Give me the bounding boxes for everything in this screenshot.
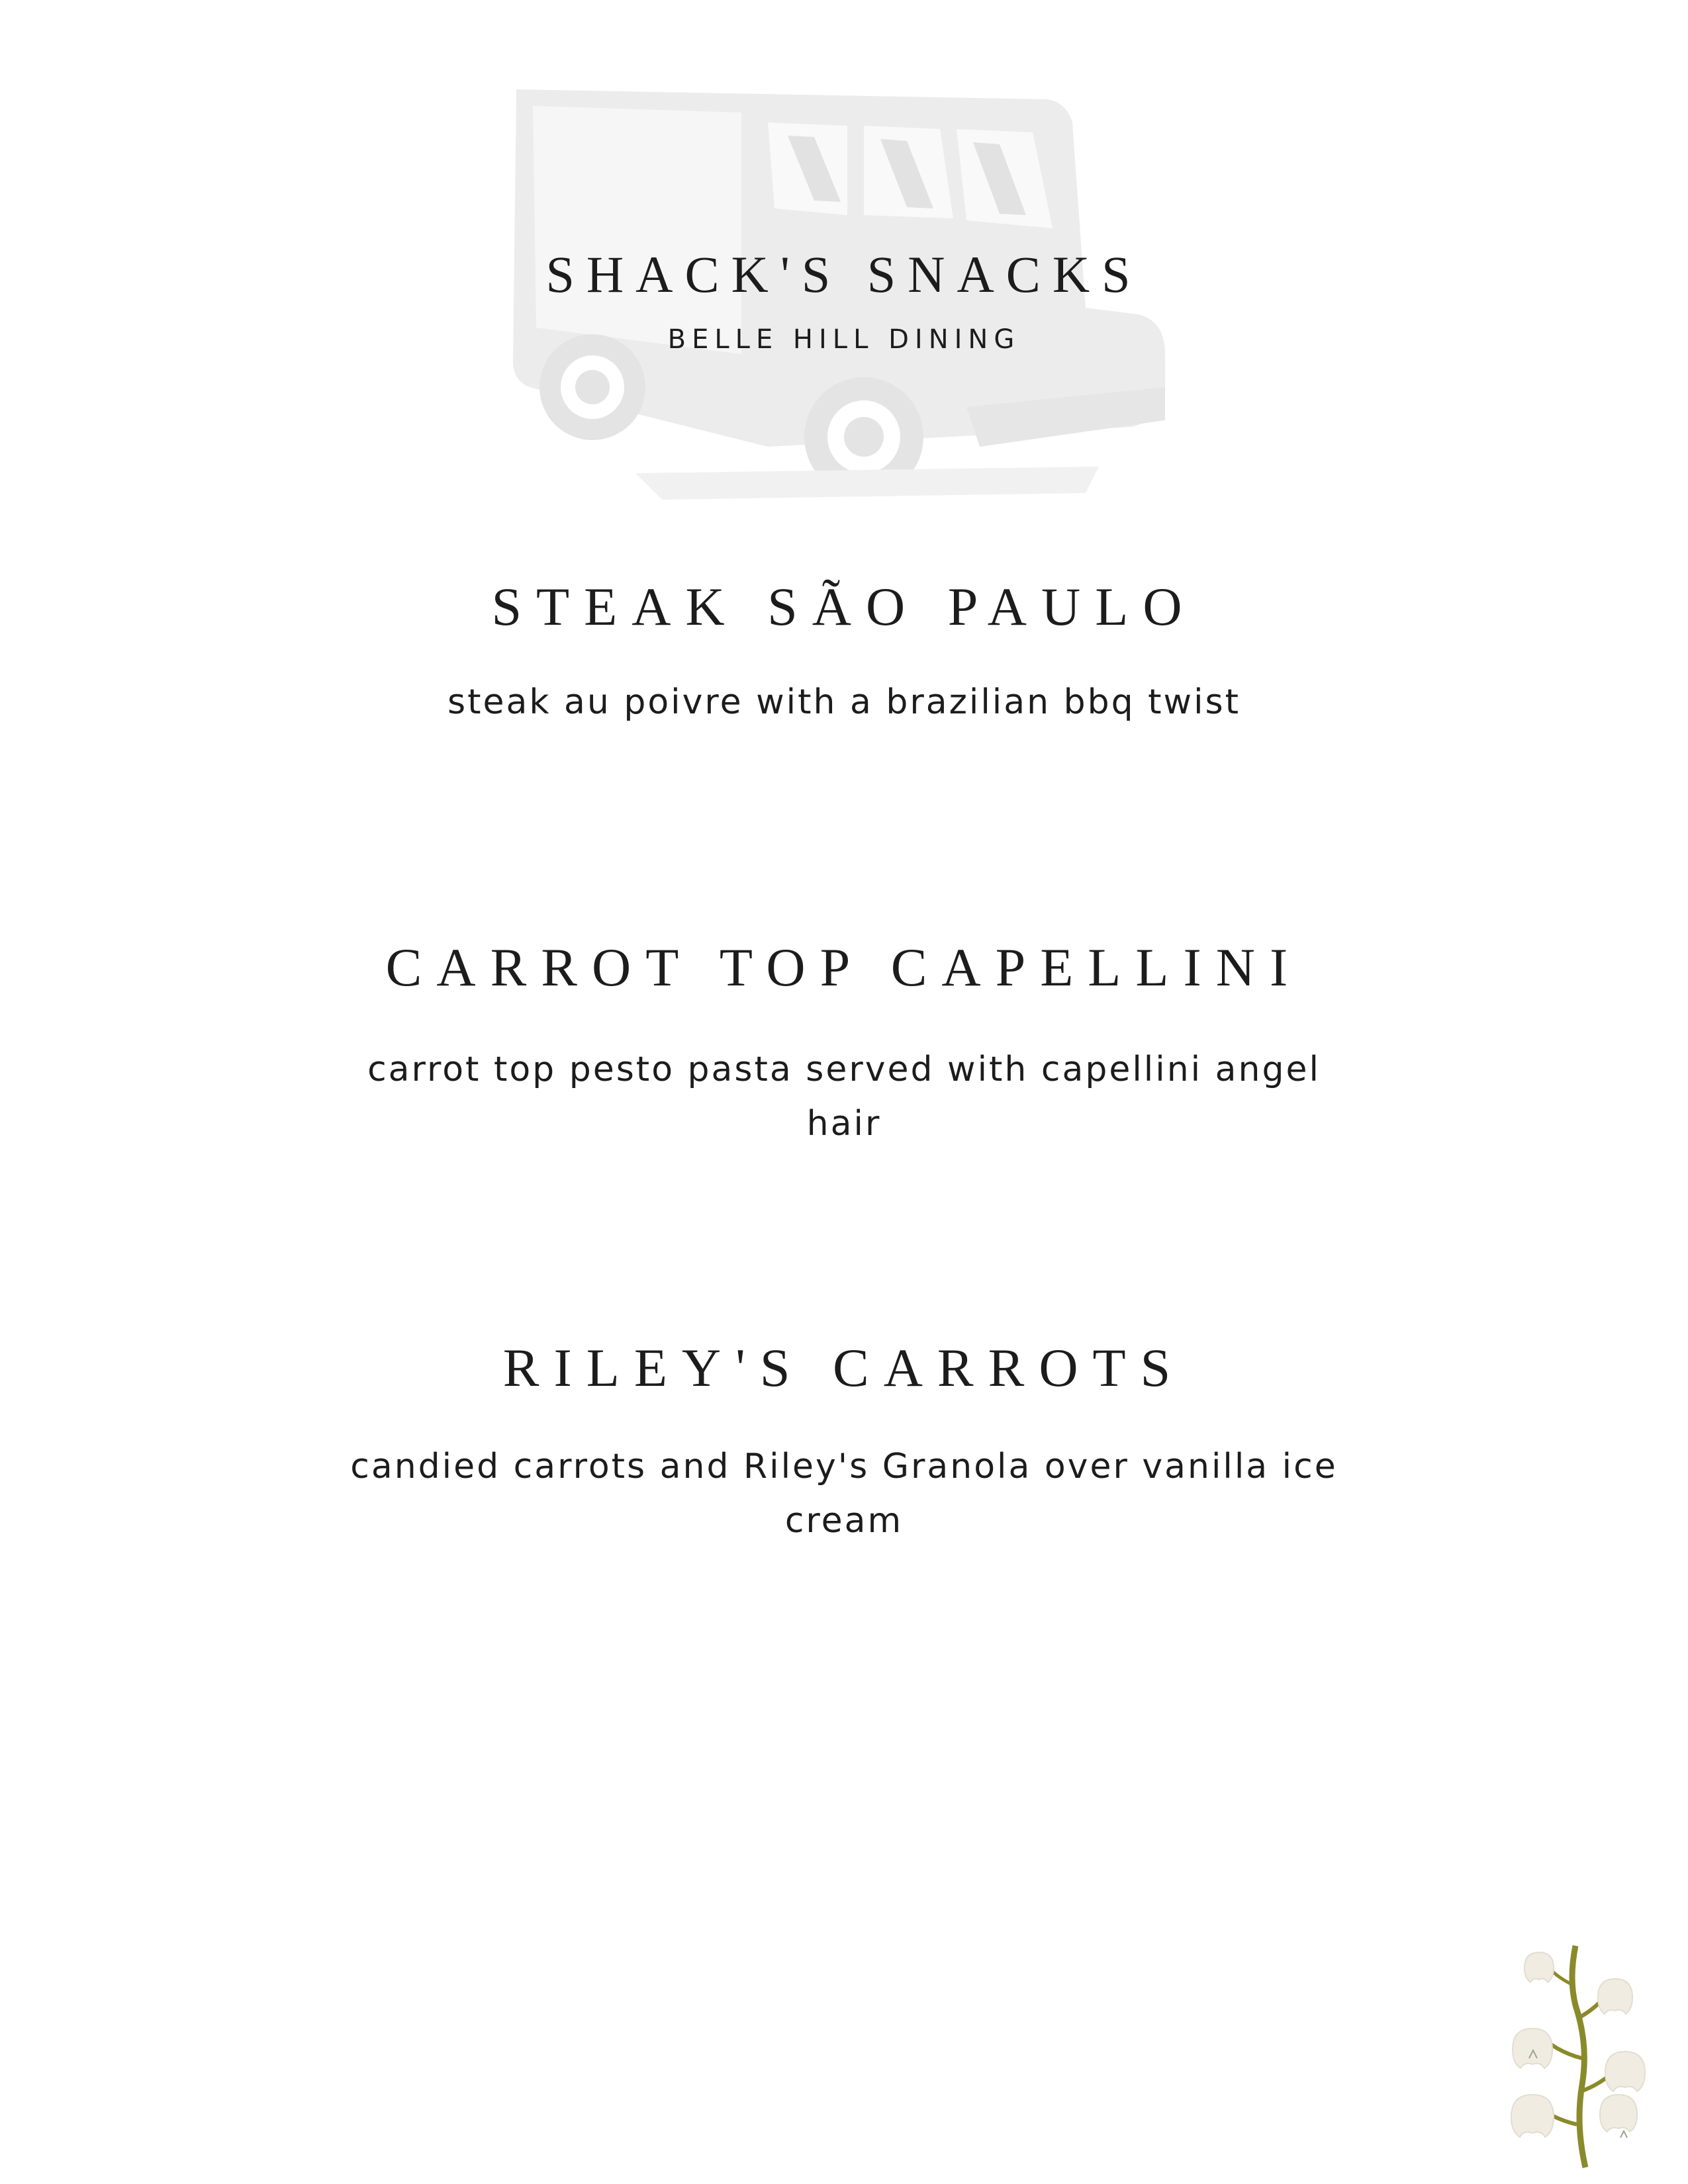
- menu-item-name: STEAK SÃO PAULO: [491, 576, 1197, 637]
- menu-item-name: RILEY'S CARROTS: [502, 1338, 1186, 1398]
- menu-item-description: steak au poivre with a brazilian bbq twist: [447, 682, 1241, 722]
- lily-of-the-valley-icon: [1503, 1926, 1655, 2171]
- menu-item-description: candied carrots and Riley's Granola over vanilla ice cream: [350, 1447, 1338, 1541]
- menu-item-name: CARROT TOP CAPELLINI: [385, 937, 1303, 997]
- menu-item-description: carrot top pesto pasta served with capellini angel hair: [367, 1050, 1321, 1144]
- page-title: SHACK'S SNACKS: [545, 246, 1143, 303]
- page-subtitle: BELLE HILL DINING: [667, 324, 1021, 355]
